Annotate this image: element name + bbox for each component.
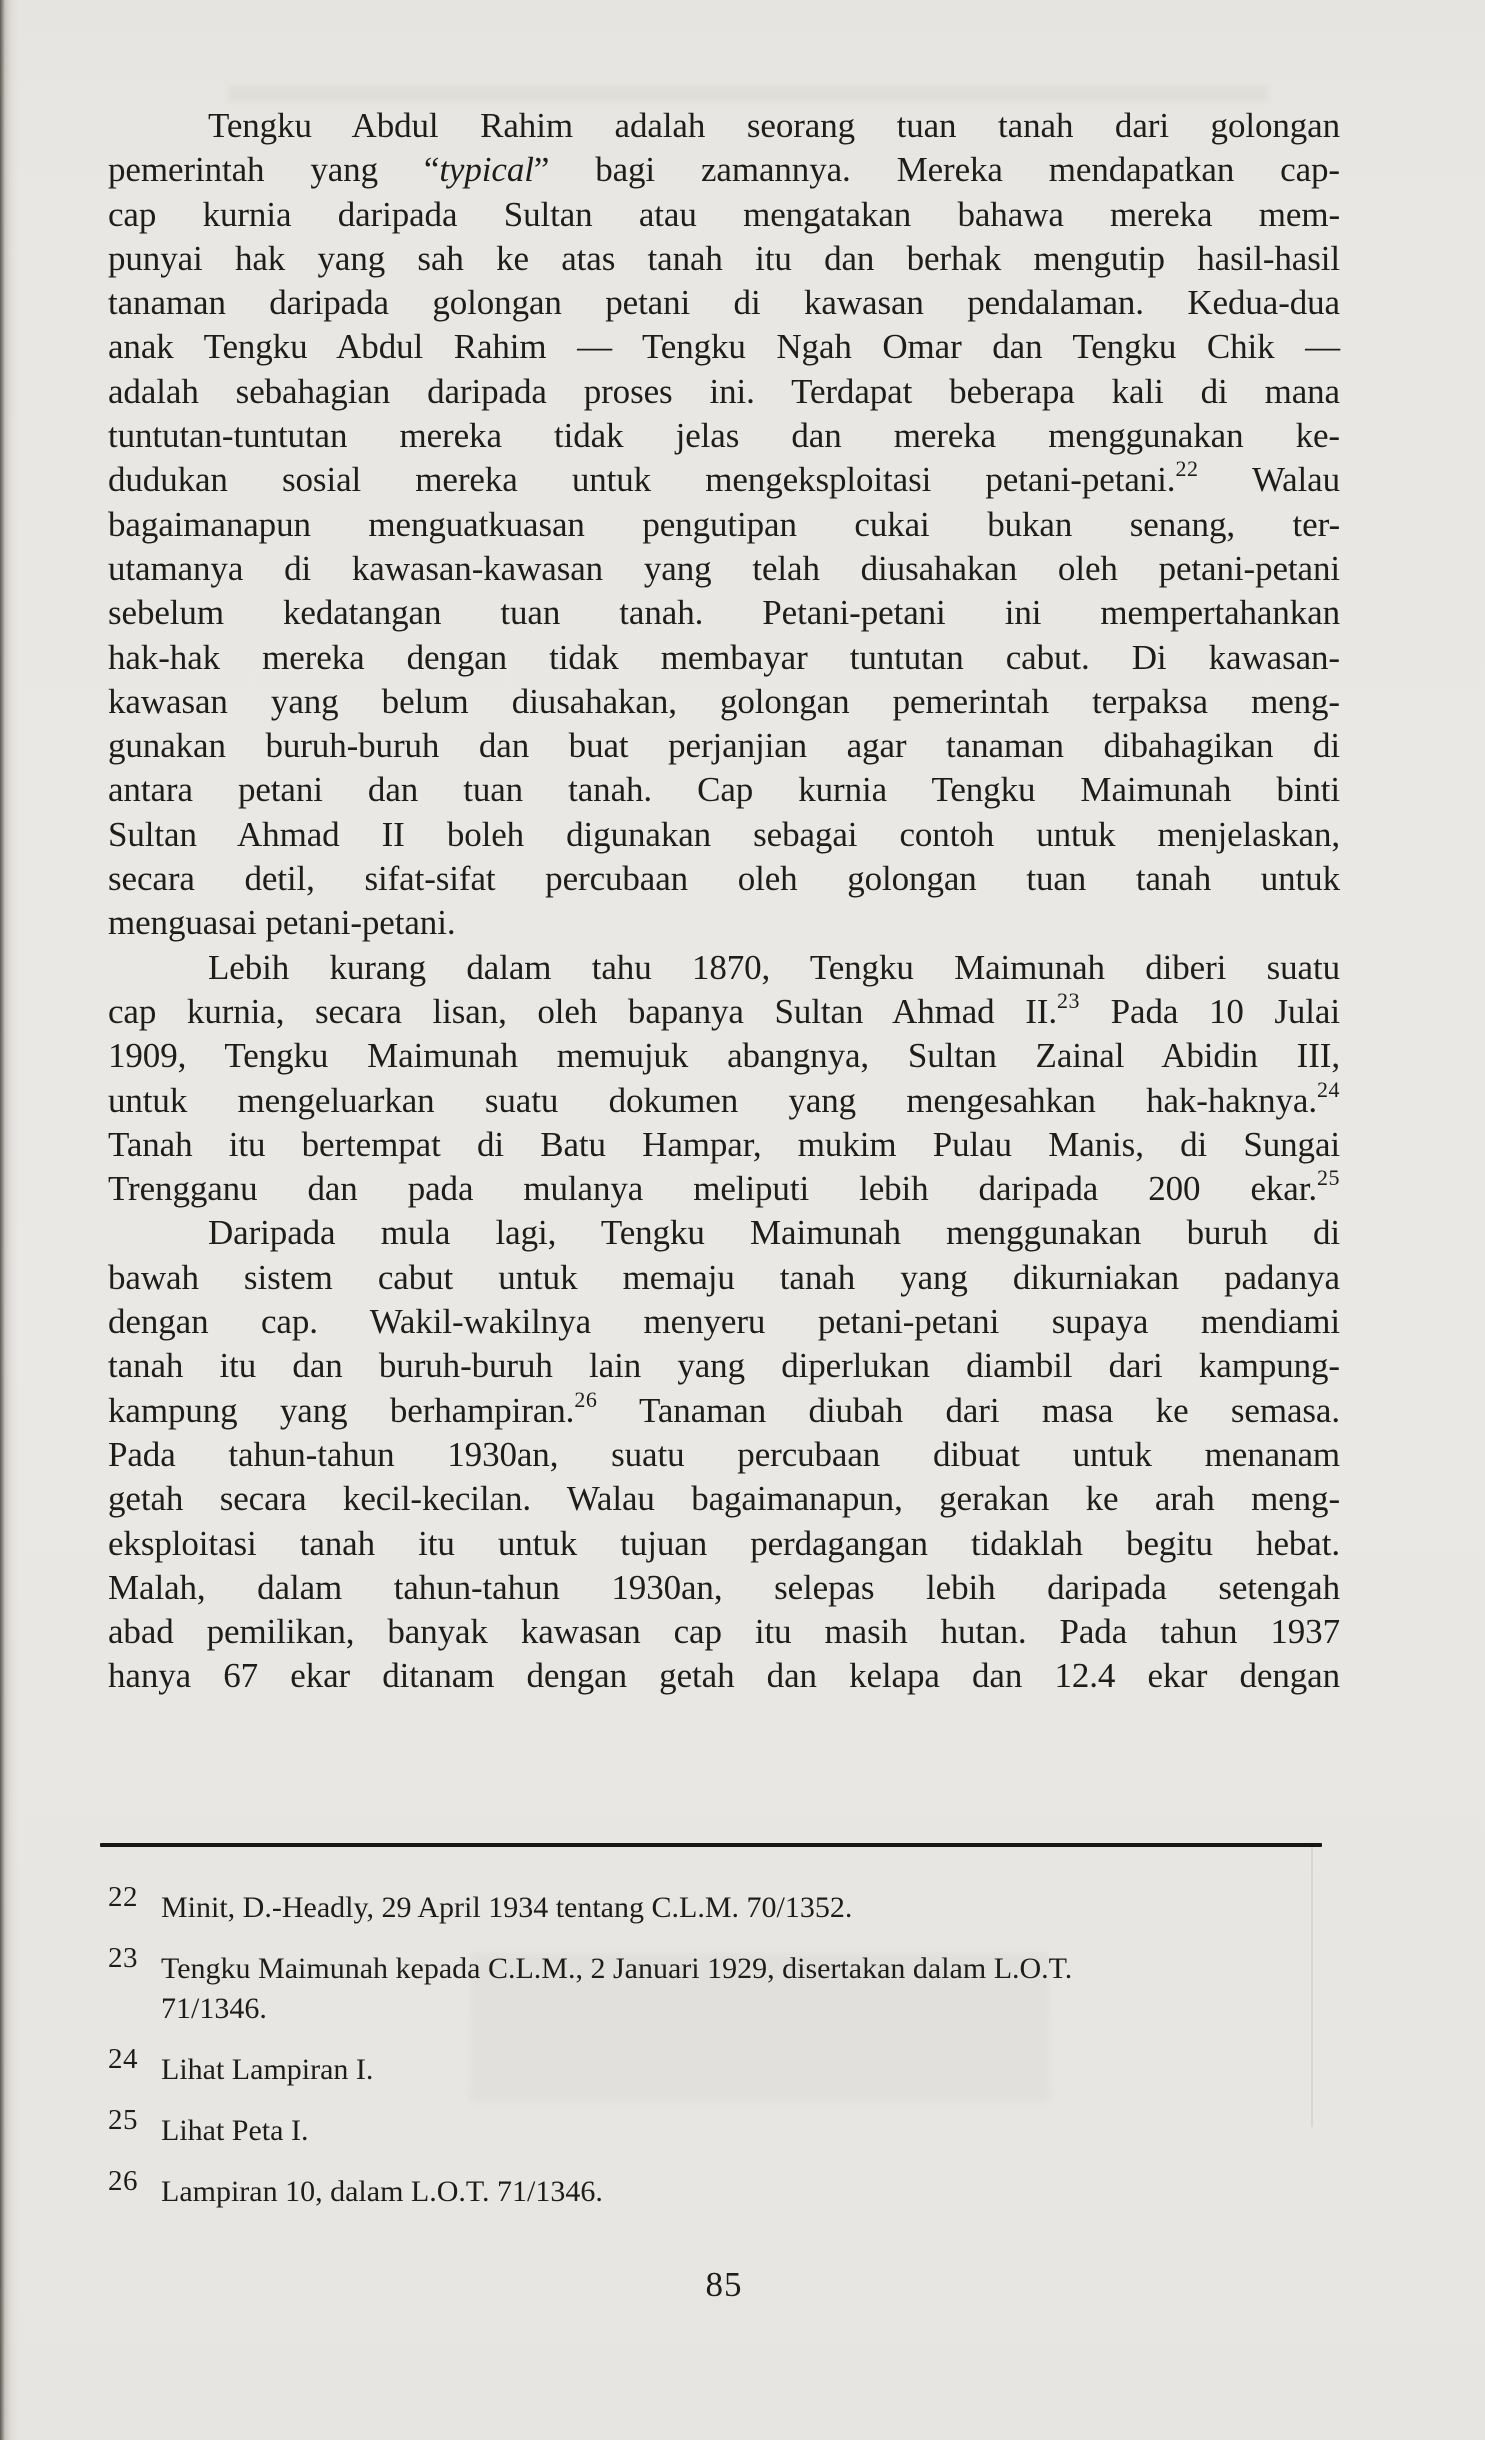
- text-line: kampung yang berhampiran.$^{26}$ Tanaman diubah dari masa ke semasa.: [108, 1386, 1340, 1430]
- text-line: bagaimanapun menguatkuasan pengutipan cukai bukan senang, ter-: [108, 504, 1340, 544]
- page-number: 85: [705, 2265, 743, 2304]
- text-line: dengan cap. Wakil-wakilnya menyeru petani-petani supaya mendiami: [108, 1302, 1340, 1342]
- text-line: Pada tahun-tahun 1930an, suatu percubaan dibuat untuk menanam: [108, 1434, 1340, 1474]
- footnote-item: [108, 1942, 1348, 2029]
- text-line: getah secara kecil-kecilan. Walau bagaimanapun, gerakan ke arah meng-: [108, 1479, 1340, 1519]
- text-line: bawah sistem cabut untuk memaju tanah yang dikurniakan padanya: [108, 1257, 1340, 1297]
- text-line: Daripada mula lagi, Tengku Maimunah menggunakan buruh di: [208, 1213, 1340, 1253]
- text-line: tanaman daripada golongan petani di kawasan pendalaman. Kedua-dua: [108, 283, 1340, 323]
- text-line: punyai hak yang sah ke atas tanah itu dan berhak mengutip hasil-hasil: [108, 238, 1340, 278]
- footnote-line: 71/1346.: [161, 1992, 267, 2025]
- footnote-item: [108, 1881, 1348, 1928]
- footnote-item: [108, 2165, 1348, 2212]
- text-line: utamanya di kawasan-kawasan yang telah diusahakan oleh petani-petani: [108, 548, 1340, 588]
- footnote-text: [161, 2050, 1348, 2090]
- text-line: Lebih kurang dalam tahu 1870, Tengku Maimunah diberi suatu: [208, 947, 1340, 987]
- text-line: hak-hak mereka dengan tidak membayar tuntutan cabut. Di kawasan-: [108, 637, 1340, 677]
- text-line: antara petani dan tuan tanah. Cap kurnia Tengku Maimunah binti: [108, 770, 1340, 810]
- text-line: Trengganu dan pada mulanya meliputi lebih daripada 200 ekar.$^{25}$: [108, 1165, 1340, 1209]
- text-line: dudukan sosial mereka untuk mengeksploitasi petani-petani.$^{22}$ Walau: [108, 456, 1341, 500]
- footnote-item: [108, 2043, 1348, 2090]
- footnote-marker: 26: [108, 2165, 138, 2197]
- text-line: Tengku Abdul Rahim adalah seorang tuan tanah dari golongan: [208, 106, 1340, 145]
- text-line: anak Tengku Abdul Rahim — Tengku Ngah Omar dan Tengku Chik —: [108, 327, 1340, 367]
- footnote-text: [161, 1888, 1348, 1928]
- text-line: Tanah itu bertempat di Batu Hampar, mukim Pulau Manis, di Sungai: [108, 1124, 1340, 1164]
- footnote-item: [108, 2104, 1348, 2151]
- text-line: Malah, dalam tahun-tahun 1930an, selepas lebih daripada setengah: [108, 1567, 1340, 1607]
- text-line: hanya 67 ekar ditanam dengan getah dan kelapa dan 12.4 ekar dengan: [108, 1656, 1340, 1696]
- body-text: [108, 104, 1340, 1699]
- text-line: untuk mengeluarkan suatu dokumen yang mengesahkan hak-haknya.$^{24}$: [108, 1076, 1340, 1120]
- text-line: adalah sebahagian daripada proses ini. Terdapat beberapa kali di mana: [108, 371, 1340, 411]
- text-line: tanah itu dan buruh-buruh lain yang diperlukan diambil dari kampung-: [108, 1346, 1340, 1386]
- text-line: 1909, Tengku Maimunah memujuk abangnya, Sultan Zainal Abidin III,: [108, 1036, 1340, 1076]
- footnote-text: [161, 1949, 1348, 2029]
- text-line: Sultan Ahmad II boleh digunakan sebagai contoh untuk menjelaskan,: [108, 814, 1340, 854]
- text-line: tuntutan-tuntutan mereka tidak jelas dan mereka menggunakan ke-: [108, 416, 1340, 456]
- footnote-line: Lihat Peta I.: [161, 2114, 309, 2147]
- text-line: sebelum kedatangan tuan tanah. Petani-petani ini mempertahankan: [108, 593, 1340, 633]
- footnote-line: Lihat Lampiran I.: [161, 2053, 374, 2086]
- footnote-line: Lampiran 10, dalam L.O.T. 71/1346.: [161, 2175, 603, 2208]
- footnote-text: [161, 2172, 1348, 2212]
- footnote-marker: 22: [108, 1881, 138, 1913]
- footnote-line: Tengku Maimunah kepada C.L.M., 2 Januari 1929, disertakan dalam L.O.T.: [161, 1952, 1073, 1985]
- footnote-marker: 24: [108, 2043, 138, 2075]
- footnotes: [108, 1881, 1348, 2233]
- text-line: pemerintah yang “typical” bagi zamannya. Mereka mendapatkan cap-: [108, 150, 1340, 190]
- text-line: cap kurnia, secara lisan, oleh bapanya Sultan Ahmad II.$^{23}$ Pada 10 Julai: [108, 987, 1340, 1031]
- bleed-through-artifact: [228, 86, 1268, 102]
- text-line: menguasai petani-petani.: [108, 903, 456, 943]
- text-line: cap kurnia daripada Sultan atau mengatakan bahawa mereka mem-: [108, 194, 1340, 234]
- text-line: gunakan buruh-buruh dan buat perjanjian agar tanaman dibahagikan di: [108, 726, 1340, 766]
- footnote-separator-rule: [100, 1843, 1322, 1847]
- text-line: eksploitasi tanah itu untuk tujuan perdagangan tidaklah begitu hebat.: [108, 1523, 1340, 1563]
- text-line: abad pemilikan, banyak kawasan cap itu masih hutan. Pada tahun 1937: [108, 1612, 1340, 1652]
- footnote-line: Minit, D.-Headly, 29 April 1934 tentang C.L.M. 70/1352.: [161, 1891, 853, 1924]
- footnote-marker: 23: [108, 1942, 138, 1974]
- text-line: secara detil, sifat-sifat percubaan oleh golongan tuan tanah untuk: [108, 859, 1340, 899]
- footnote-marker: 25: [108, 2104, 138, 2136]
- text-line: kawasan yang belum diusahakan, golongan pemerintah terpaksa meng-: [108, 681, 1340, 721]
- footnote-text: [161, 2111, 1348, 2151]
